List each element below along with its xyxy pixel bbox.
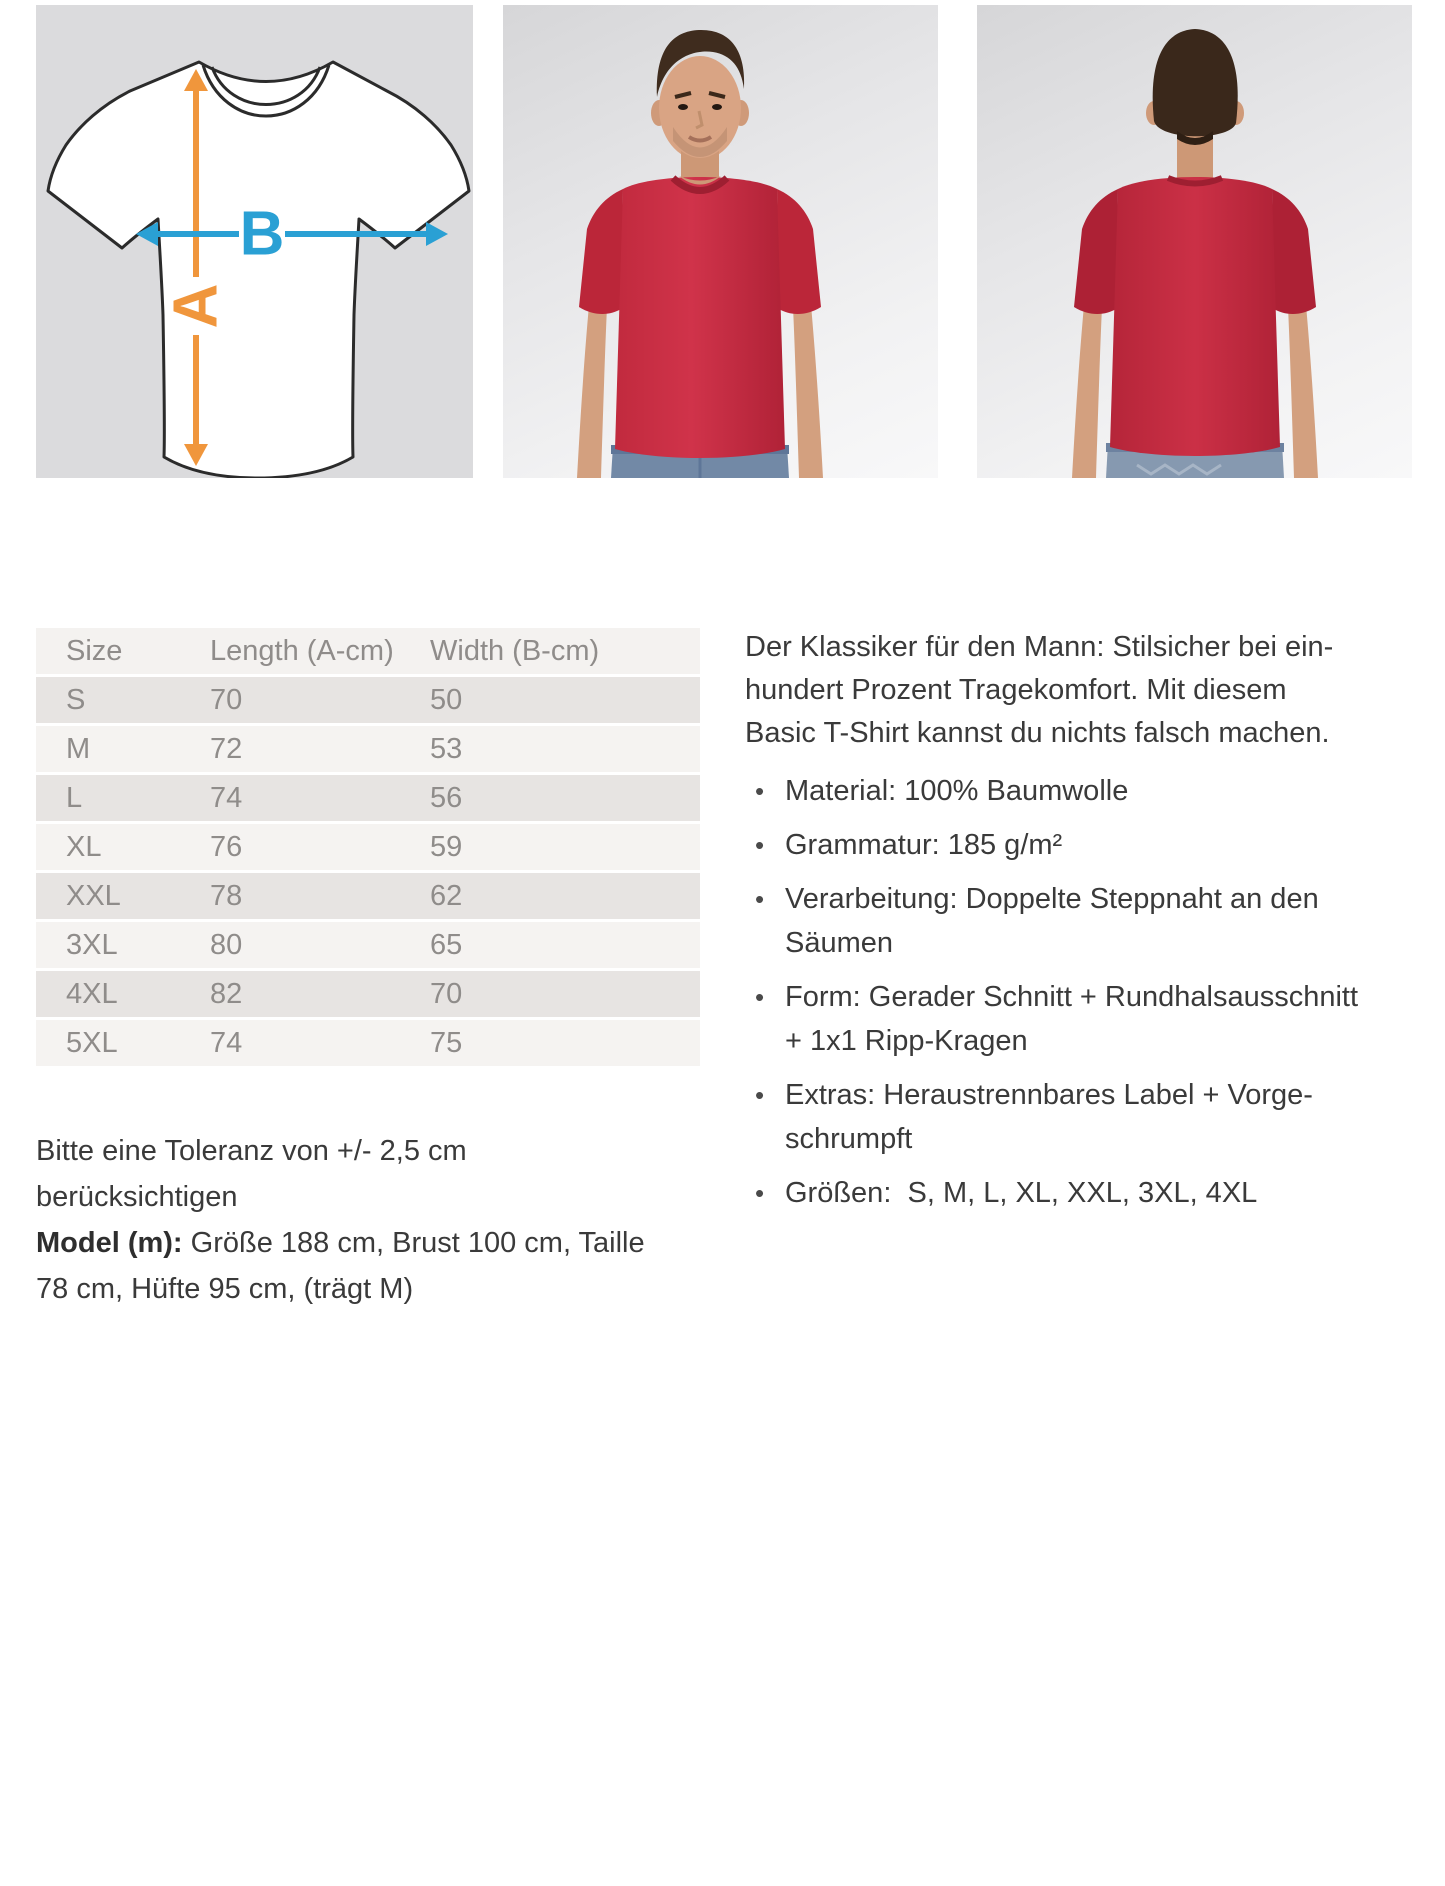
model-front-illustration — [503, 5, 938, 478]
model-info-line2: 78 cm, Hüfte 95 cm, (trägt M) — [36, 1273, 414, 1305]
col-header-size: Size — [66, 634, 123, 667]
product-description — [745, 626, 1445, 1225]
model-label: Model (m): — [36, 1227, 183, 1259]
table-row: L 74 56 — [36, 775, 700, 821]
tshirt-body-outline — [48, 62, 469, 478]
model-details: Größe 188 cm, Brust 100 cm, Taille — [190, 1227, 645, 1259]
model-info-line1 — [36, 1220, 656, 1266]
measurement-notes — [36, 1128, 656, 1312]
right-arm — [793, 305, 823, 478]
tshirt-back — [1074, 177, 1316, 456]
model-back-illustration — [977, 5, 1412, 478]
col-header-width: Width (B-cm) — [430, 634, 600, 667]
right-arm — [1288, 305, 1318, 478]
table-row: 4XL 82 70 — [36, 971, 700, 1017]
table-row: XL 76 59 — [36, 824, 700, 870]
table-row: 3XL 80 65 — [36, 922, 700, 968]
hair-back — [1153, 29, 1238, 136]
left-arm — [1072, 305, 1102, 478]
feature-list — [745, 769, 1445, 1215]
list-item: • Verarbeitung: Doppelte Steppnaht an den Säumen — [745, 877, 1445, 965]
table-row: 5XL 74 75 — [36, 1020, 700, 1066]
label-a: A — [161, 283, 231, 329]
list-item: • Material: 100% Baumwolle — [745, 769, 1445, 813]
list-item: • Form: Gerader Schnitt + Rundhalsausschnitt + 1x1 Ripp-Kragen — [745, 975, 1445, 1063]
tolerance-note: Bitte eine Toleranz von +/- 2,5 cm berücksichtigen — [36, 1135, 467, 1213]
model-back-photo — [977, 5, 1412, 478]
table-row: XXL 78 62 — [36, 873, 700, 919]
left-arm — [577, 305, 607, 478]
size-table-header — [36, 628, 700, 674]
list-item: • Größen: S, M, L, XL, XXL, 3XL, 4XL — [745, 1171, 1445, 1215]
face — [659, 56, 741, 160]
tshirt-front — [579, 176, 821, 458]
tshirt-measurement-diagram — [36, 5, 473, 478]
table-row: M 72 53 — [36, 726, 700, 772]
table-row: S 70 50 — [36, 677, 700, 723]
col-header-length: Length (A-cm) — [210, 634, 394, 667]
description-intro: Der Klassiker für den Mann: Stilsicher bei ein- hundert Prozent Tragekomfort. Mit diesem Basic T-Shirt kannst du nichts falsch machen. — [745, 631, 1334, 749]
label-b: B — [239, 199, 285, 269]
list-item: • Extras: Heraustrennbares Label + Vorge- schrumpft — [745, 1073, 1445, 1161]
size-table — [36, 628, 700, 1069]
tshirt-outline-drawing — [36, 5, 473, 478]
model-front-photo — [503, 5, 938, 478]
list-item: • Grammatur: 185 g/m² — [745, 823, 1445, 867]
